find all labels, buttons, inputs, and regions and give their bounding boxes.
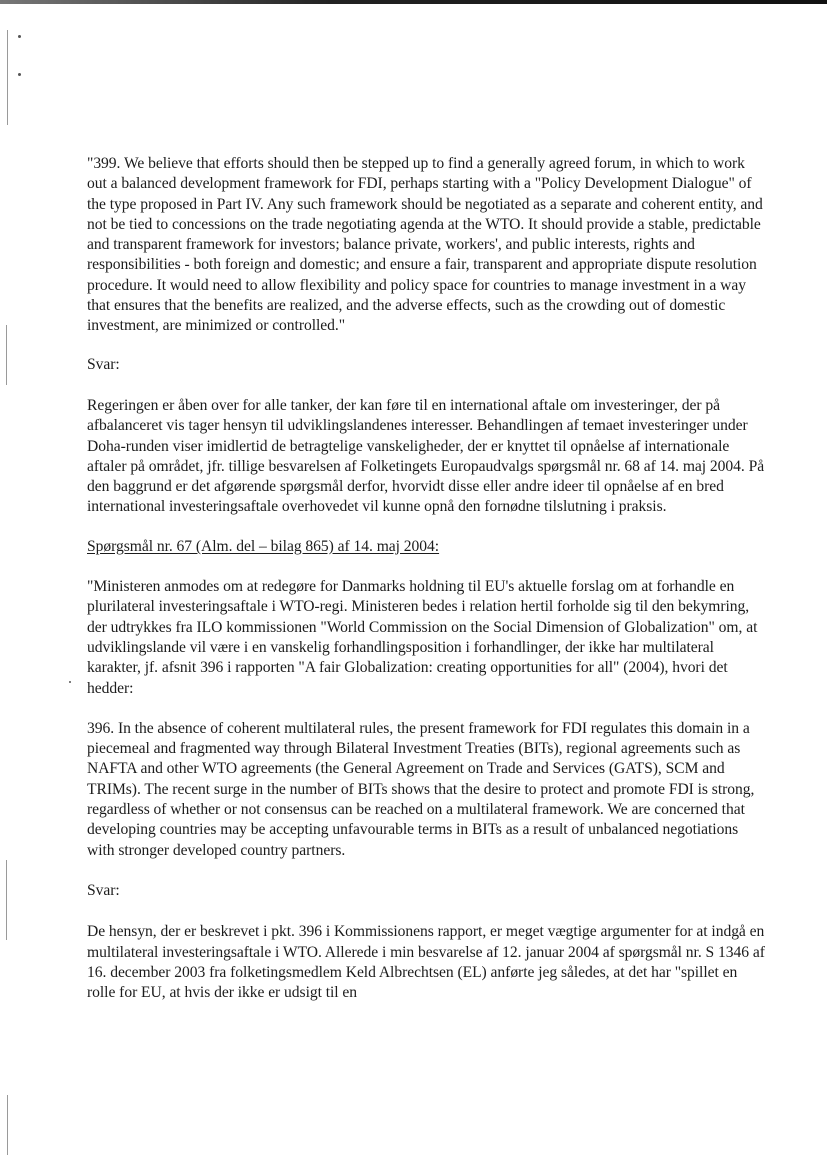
scan-top-border xyxy=(0,0,827,4)
scan-margin-line-lower xyxy=(6,860,7,940)
scan-speck xyxy=(69,681,71,683)
scan-margin-line-middle xyxy=(6,325,7,385)
question-heading: Spørgsmål nr. 67 (Alm. del – bilag 865) af 14. maj 2004: xyxy=(87,537,440,555)
answer-label: Svar: xyxy=(87,355,120,373)
quoted-paragraph-399: "399. We believe that efforts should then be stepped up to find a generally agreed forum, in which to work out a balanced development framework for FDI, perhaps starting with a "Policy Development Dialogue" of the type proposed in Part IV. Any such framework should be negotiated as a separate and coherent entity, and not be tied to concessions on the trade negotiating agenda at the WTO. It should provide a stable, predictable and transparent framework for investors; balance private, workers', and public interests, rights and responsibilities - both foreign and domestic; and ensure a fair, transparent and appropriate dispute resolution procedure. It would need to allow flexibility and policy space for countries to manage investment in a way that ensures that the benefits are realized, and the adverse effects, such as the crowding out of domestic investment, are minimized or controlled." xyxy=(87,155,763,335)
answer-paragraph: De hensyn, der er beskrevet i pkt. 396 i Kommissionens rapport, er meget vægtige argumenter for at indgå en multilateral investeringsaftale i WTO. Allerede i min besvarelse af 12. januar 2004 af spørgsmål nr. S 1346 af 16. december 2003 fra folketingsmedlem Keld Albrechtsen (EL) anførte jeg således, at det har "spillet en rolle for EU, at hvis der ikke er udsigt til en xyxy=(87,923,765,1002)
quoted-paragraph-396: 396. In the absence of coherent multilateral rules, the present framework for FDI regulates this domain in a piecemeal and fragmented way through Bilateral Investment Treaties (BITs), regional agreements such as NAFTA and other WTO agreements (the General Agreement on Trade and Services (GATS), SCM and TRIMs). The recent surge in the number of BITs shows that the desire to protect and promote FDI is strong, regardless of whether or not consensus can be reached on a multilateral framework. We are concerned that developing countries may be accepting unfavourable terms in BITs as a result of unbalanced negotiations with stronger developed country partners. xyxy=(87,719,755,859)
question-paragraph: "Ministeren anmodes om at redegøre for Danmarks holdning til EU's aktuelle forslag om at forhandle en plurilateral investeringsaftale i WTO-regi. Ministeren bedes i relation hertil forholde sig til den bekymring, der udtrykkes fra ILO kommissionen "World Commission on the Social Dimension of Globalization" om, at udviklingslande vil være i en vanskelig forhandlingsposition i forhandlinger, der ikke har multilateral karakter, jf. afsnit 396 i rapporten "A fair Globalization: creating opportunities for all" (2004), hvori det hedder: xyxy=(87,578,758,697)
scan-margin-line-bottom xyxy=(7,1095,8,1155)
scan-speck xyxy=(18,35,21,38)
document-body xyxy=(87,154,767,1003)
answer-paragraph: Regeringen er åben over for alle tanker, der kan føre til en international aftale om investeringer, der på afbalanceret vis tager hensyn til udviklingslandenes interesser. Behandlingen af temaet investeringer under Doha-runden viser imidlertid de betragtelige vanskeligheder, der er knyttet til opnåelse af internationale aftaler på området, jfr. tillige besvarelsen af Folketingets Europaudvalgs spørgsmål nr. 68 af 14. maj 2004. På den baggrund er det afgørende spørgsmål derfor, hvorvidt disse eller andre ideer til opnåelse af en bred international investeringsaftale overhovedet vil kunne opnå den fornødne tilslutning i praksis. xyxy=(87,396,765,516)
scan-margin-line-upper xyxy=(7,30,8,125)
answer-label: Svar: xyxy=(87,881,120,899)
scan-speck xyxy=(18,73,21,76)
